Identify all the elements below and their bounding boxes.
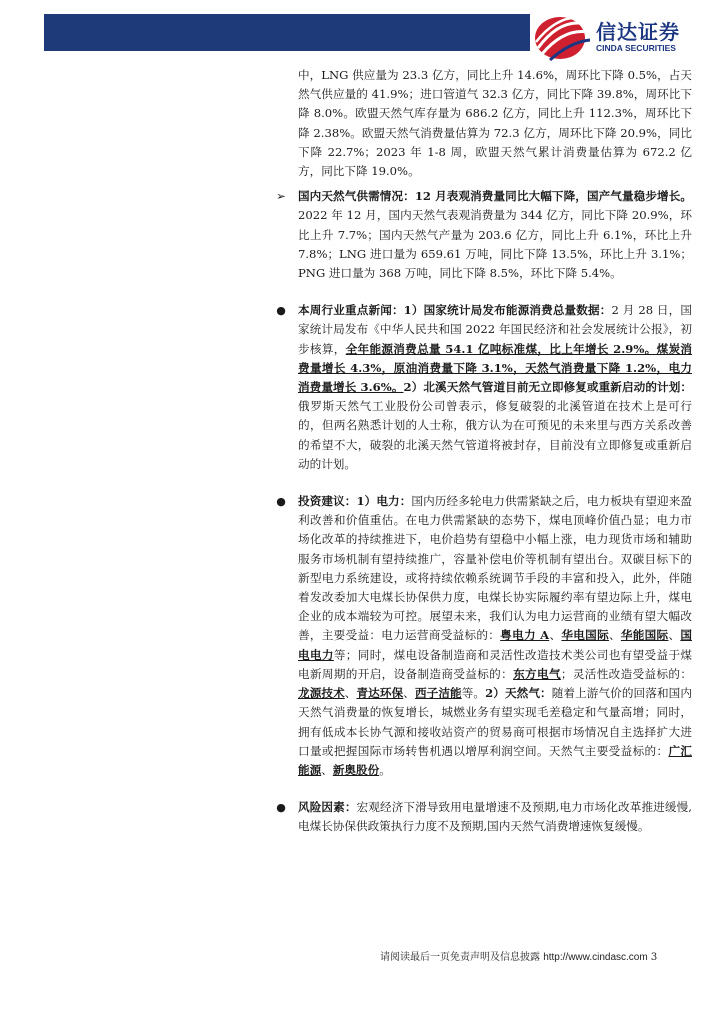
separator: 、 [403,686,415,701]
separator: 、 [321,762,333,777]
lng-text: 中，LNG 供应量为 23.3 亿方，同比上升 14.6%，周环比下降 0.5%，占天然气供应量的 41.9%；进口管道气 32.3 亿方，同比下降 39.8%，周环比下降 8.0%。欧盟天然气库存量为 686.2 亿方，同比上升 112.3%，周环比下降 2.38%。欧盟天然气消费量估算为 72.3 亿方，周环比下降 20.9%，同比下降 22.7%；2023 年 1-8 周，欧盟天然气累计消费量估算为 672.2 亿方，同比下降 19.0%。 [298,68,692,179]
risk-factors-paragraph [272,798,692,836]
separator: 、 [608,628,621,643]
stock-link-xizi[interactable]: 西子洁能 [414,686,462,701]
cinda-globe-logo-icon [530,10,592,62]
bullet-dot-icon: ● [276,801,286,815]
page-number: 3 [650,952,658,963]
invest-text-3: ；灵活性改造受益标的： [560,666,692,681]
domestic-gas-paragraph [272,187,692,283]
invest-text-5: 随着上游气价的回落和国内天然气消费量的恢复增长，城燃业务有望实现毛差稳定和气量高增；同时，拥有低成本长协气源和接收站资产的贸易商可根据市场情况自主选择扩大进口量或把握国际市场转售机遇以增厚利润空间。天然气主要受益标的： [298,686,692,758]
domestic-gas-text: 2022 年 12 月，国内天然气表观消费量为 344 亿方，同比下降 20.9%，环比上升 7.7%；国内天然气产量为 203.6 亿方，同比上升 6.1%，环比上升 7.8%；LNG 进口量为 659.61 万吨，同比下降 13.5%，环比上升 3.1%；PNG 进口量为 368 万吨，同比下降 8.5%，环比下降 5.4%。 [298,208,692,281]
arrow-bullet-icon: ➢ [276,189,286,204]
stock-link-huaneng[interactable]: 华能国际 [620,628,669,643]
stock-link-guanghui[interactable]: 广汇能源 [298,743,692,777]
header-band [44,14,530,51]
stock-link-xinao[interactable]: 新奥股份 [332,762,380,777]
industry-news-paragraph [272,301,692,474]
stock-link-dongfang[interactable]: 东方电气 [513,666,561,681]
news-heading-1: 本周行业重点新闻：1）国家统计局发布能源消费总量数据： [298,303,612,318]
lng-paragraph [272,66,692,181]
invest-heading-gas: 2）天然气： [485,686,552,701]
news-heading-2: 2）北溪天然气管道目前无立即修复或重新启动的计划： [403,380,692,395]
page-footer [380,948,690,963]
separator: 、 [668,628,681,643]
stock-link-longyuan[interactable]: 龙源技术 [298,686,345,701]
logo-title: 信达证券 [596,20,680,44]
bullet-dot-icon: ● [276,495,286,509]
separator: 、 [344,686,357,701]
stock-link-guodian[interactable]: 国电电力 [298,628,692,662]
domestic-gas-heading: 国内天然气供需情况：12 月表观消费量同比大幅下降，国产气量稳步增长。 [298,189,692,204]
invest-text-4: 等。 [461,686,486,701]
risk-heading: 风险因素： [298,800,357,815]
stock-link-qingda[interactable]: 青达环保 [356,686,404,701]
stock-link-yuedianli[interactable]: 粤电力 A [500,628,550,643]
report-body [272,66,692,837]
bullet-dot-icon: ● [276,304,286,318]
logo-subtitle: CINDA SECURITIES [596,43,676,53]
news-text-2: 俄罗斯天然气工业股份公司曾表示，修复破裂的北溪管道在技术上是可行的，但两名熟悉计划的人士称，俄方认为在可预见的未来里与西方关系改善的希望不大，破裂的北溪天然气管道将被封存，目前没有立即修复或重新启动的计划。 [298,399,692,471]
company-logo [530,10,716,62]
invest-text-6: 。 [379,762,391,777]
footer-disclaimer: 请阅读最后一页免责声明及信息披露 [380,952,540,963]
news-text-1: 2 月 28 日，国家统计局发布《中华人民共和国 2022 年国民经济和社会发展统计公报》，初步核算， [298,303,693,356]
stock-link-huadian[interactable]: 华电国际 [561,628,609,643]
news-highlight-energy: 全年能源消费总量 54.1 亿吨标准煤，比上年增长 2.9%。煤炭消费量增长 4.3%，原油消费量下降 3.1%，天然气消费量下降 1.2%，电力消费量增长 3.6%。 [298,341,692,395]
investment-advice-paragraph [272,492,692,780]
invest-heading-power: 投资建议：1）电力： [298,494,412,509]
separator: 、 [549,628,562,643]
footer-url[interactable]: http://www.cindasc.com [543,952,648,963]
invest-text-1: 国内历经多轮电力供需紧缺之后，电力板块有望迎来盈利改善和价值重估。在电力供需紧缺的态势下，煤电顶峰价值凸显；电力市场化改革的持续推进下，电价趋势有望稳中小幅上涨，电力现货市场和辅助服务市场机制有望持续推广，容量补偿电价等机制有望出台。双碳目标下的新型电力系统建设，或将持续依赖系统调节手段的丰富和投入，此外，伴随着发改委加大电煤长协保供力度，电煤长协实际履约率有望边际上升，煤电企业的成本端较为可控。展望未来，我们认为电力运营商的业绩有望大幅改善，主要受益：电力运营商受益标的： [298,494,692,643]
invest-text-2: 等；同时，煤电设备制造商和灵活性改造技术类公司也有望受益于煤电新周期的开启，设备制造商受益标的： [298,647,692,681]
risk-text: 宏观经济下滑导致用电量增速不及预期,电力市场化改革推进缓慢,电煤长协保供政策执行力度不及预期,国内天然气消费增速恢复缓慢。 [298,800,692,834]
